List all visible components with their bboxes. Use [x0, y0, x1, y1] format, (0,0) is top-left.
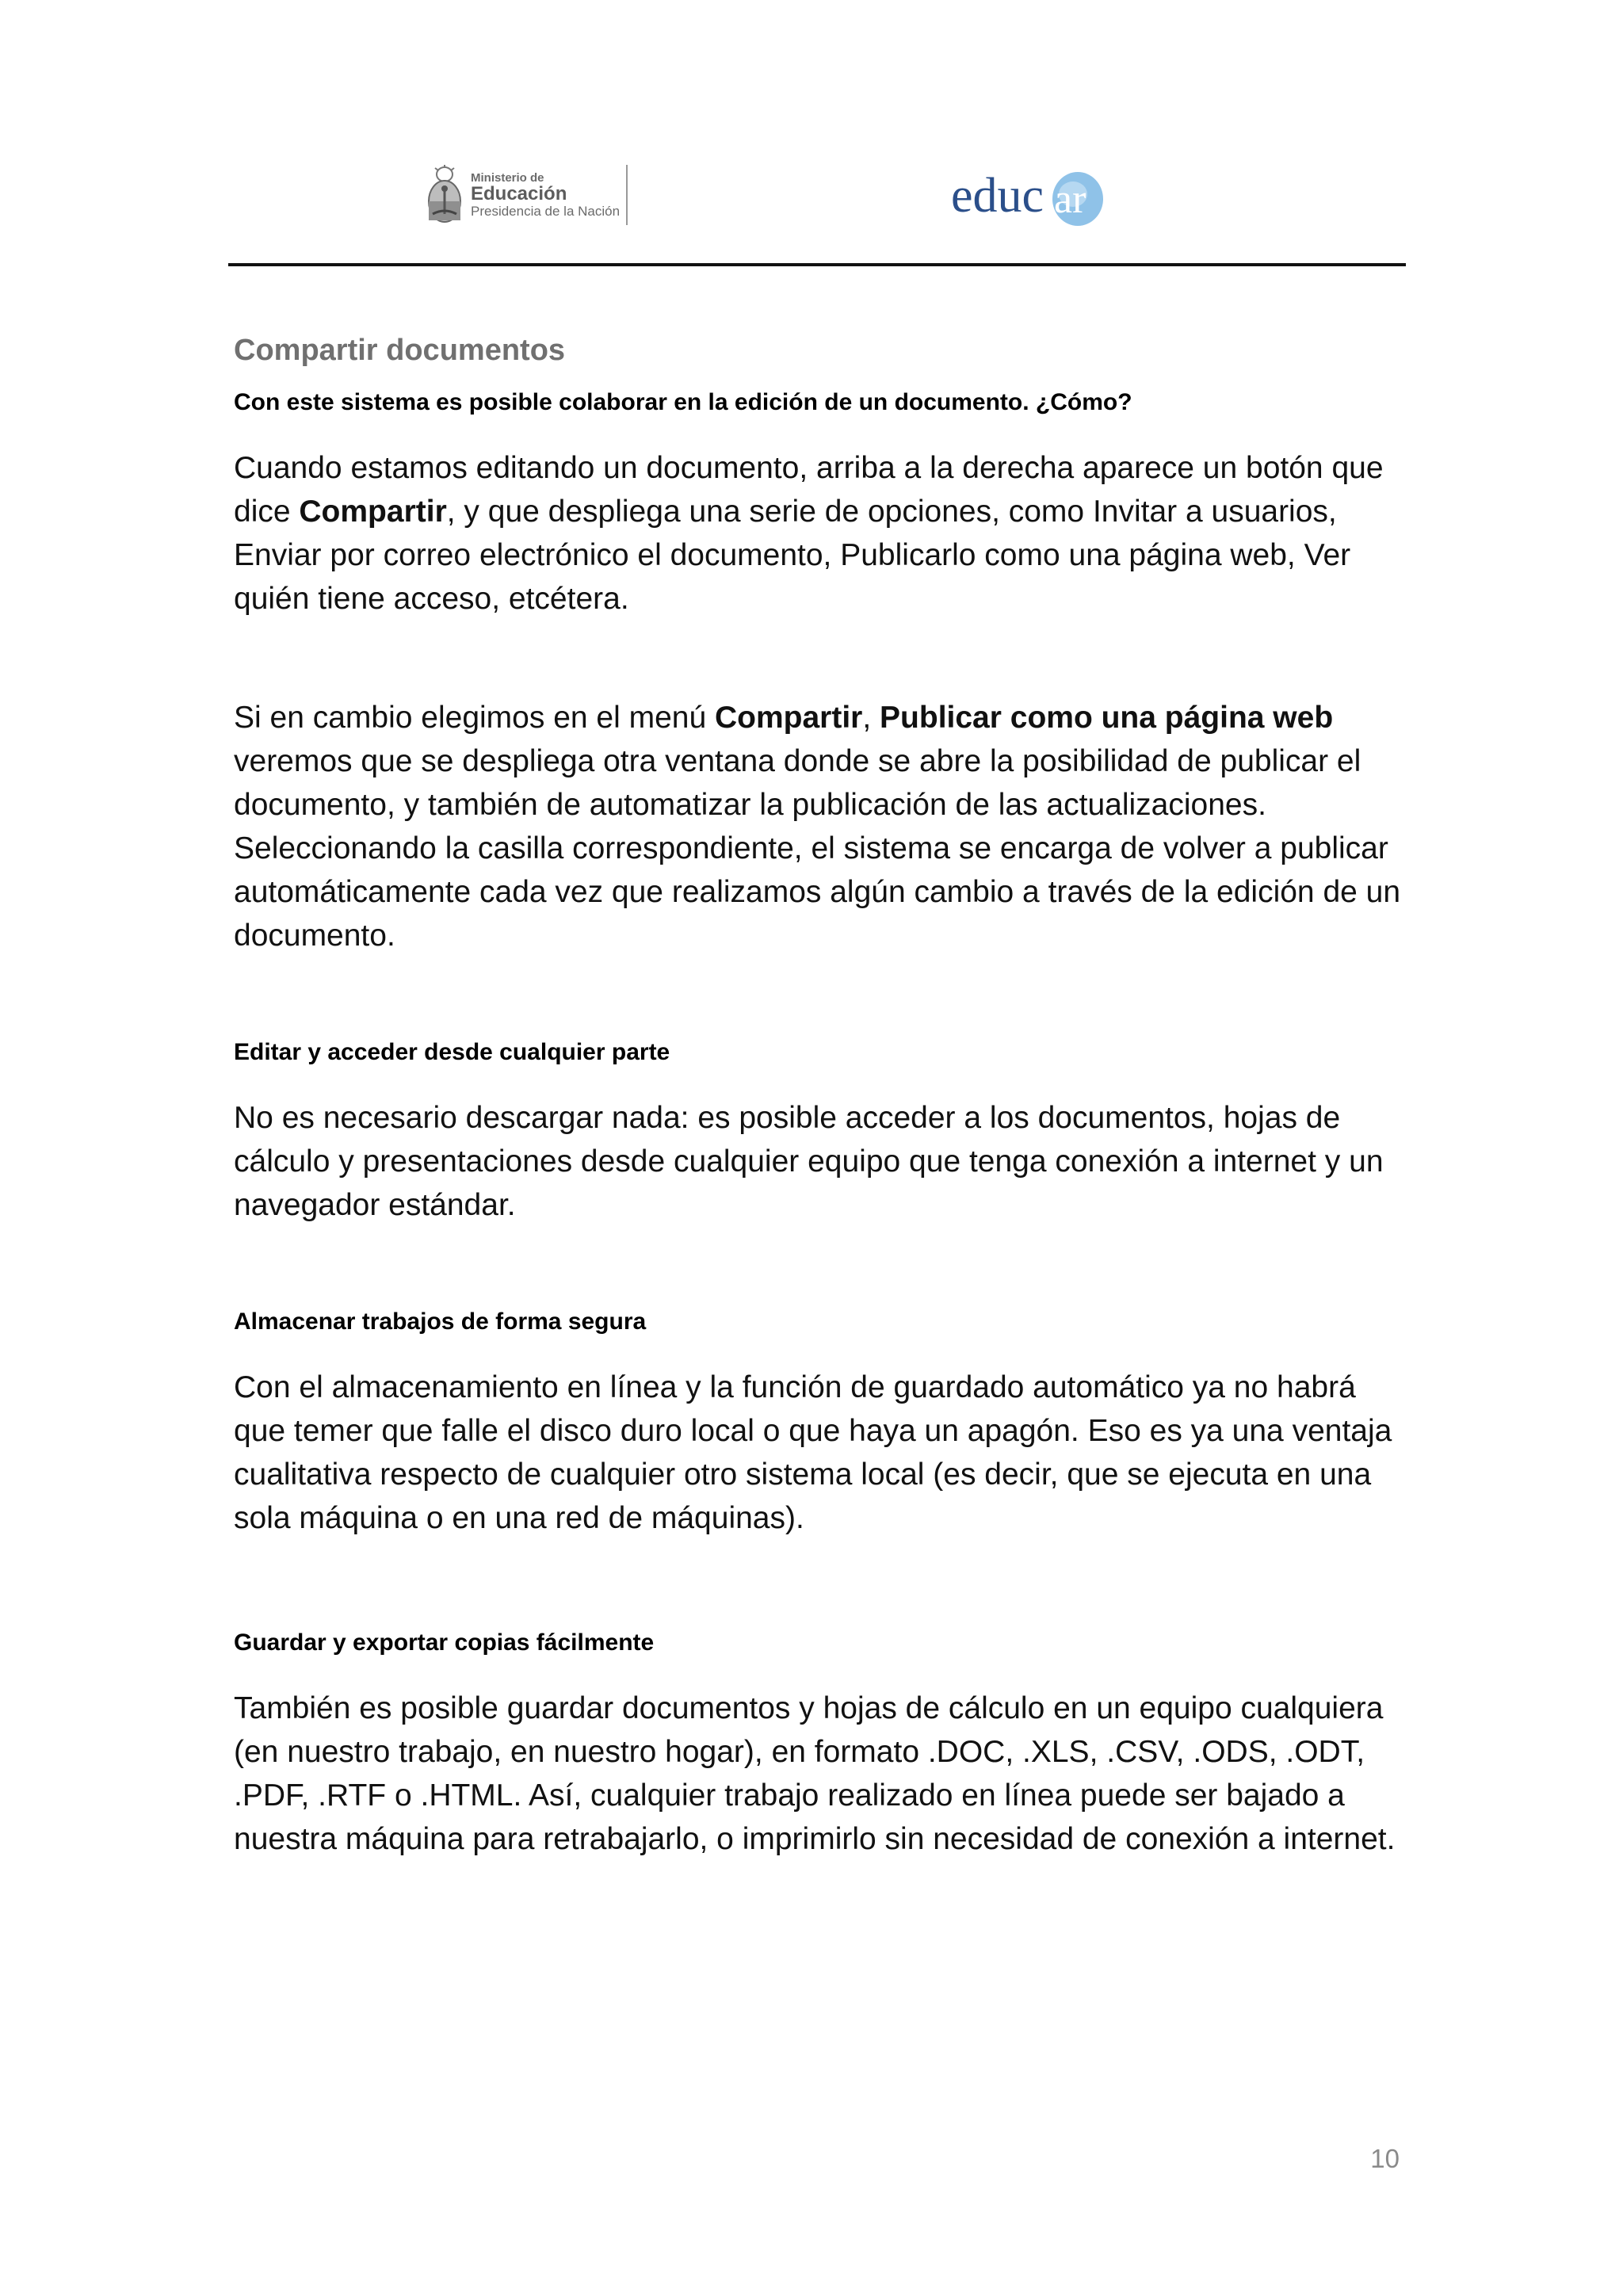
block-heading-editar: Editar y acceder desde cualquier parte [234, 1038, 670, 1065]
educar-logo-text: educ [951, 169, 1044, 223]
ministry-line-2: Educación [471, 183, 567, 205]
coat-of-arms-icon [425, 165, 464, 225]
paragraph-text: , [862, 700, 880, 735]
paragraph-text: Si en cambio elegimos en el menú [234, 700, 715, 735]
block-heading-almacenar: Almacenar trabajos de forma segura [234, 1308, 647, 1335]
bold-text: Compartir [299, 494, 447, 529]
educar-logo [951, 162, 1109, 234]
header-divider [228, 263, 1406, 266]
paragraph-text: , y que despliega una serie de opciones, como Invitar a usuarios, Enviar por correo electrónico el documento, Publicarlo como una página web, Ver quién tiene acceso, etcétera. [234, 494, 1351, 616]
paragraph-text: veremos que se despliega otra ventana donde se abre la posibilidad de publicar el documento, y también de automatizar la publicación de las actualizaciones. Seleccionando la casilla correspondiente, el sistema se encarga de volver a publicar automáticamente cada vez que realizamos algún cambio a través de la edición de un documento. [234, 743, 1401, 953]
block-heading-guardar: Guardar y exportar copias fácilmente [234, 1629, 655, 1656]
block-text-guardar: También es posible guardar documentos y hojas de cálculo en un equipo cualquiera (en nuestro trabajo, en nuestro hogar), en formato .DOC, .XLS, .CSV, .ODS, .ODT, .PDF, .RTF o .HTML. Así, cualquier trabajo realizado en línea puede ser bajado a nuestra máquina para retrabajarlo, o imprimirlo sin necesidad de conexión a internet. [234, 1690, 1396, 1856]
paragraph-text: Cuando estamos editando un documento, arriba a la derecha aparece un botón que dice [234, 450, 1384, 529]
section-title: Compartir documentos [234, 334, 566, 367]
ministry-line-3: Presidencia de la Nación [471, 203, 621, 219]
page-number: 10 [1370, 2144, 1400, 2173]
ministry-line-1: Ministerio de [471, 170, 544, 185]
paragraph-publicar [234, 696, 1407, 957]
main-content [234, 333, 1407, 1861]
paragraph-compartir [234, 446, 1407, 621]
block-text-almacenar: Con el almacenamiento en línea y la función de guardado automático ya no habrá que temer que falle el disco duro local o que haya un apagón. Eso es ya una ventaja cualitativa respecto de cualquier otro sistema local (es decir, que se ejecuta en una sola máquina o en una red de máquinas). [234, 1370, 1392, 1535]
block-text-editar: No es necesario descargar nada: es posible acceder a los documentos, hojas de cálculo y presentaciones desde cualquier equipo que tenga conexión a internet y un navegador estándar. [234, 1100, 1384, 1222]
educar-logo-badge: ar [1054, 177, 1086, 222]
section-subhead: Con este sistema es posible colaborar en la edición de un documento. ¿Cómo? [234, 388, 1132, 415]
bold-text: Compartir [715, 700, 863, 735]
bold-text: Publicar como una página web [880, 700, 1334, 735]
ministry-logo [425, 163, 628, 227]
